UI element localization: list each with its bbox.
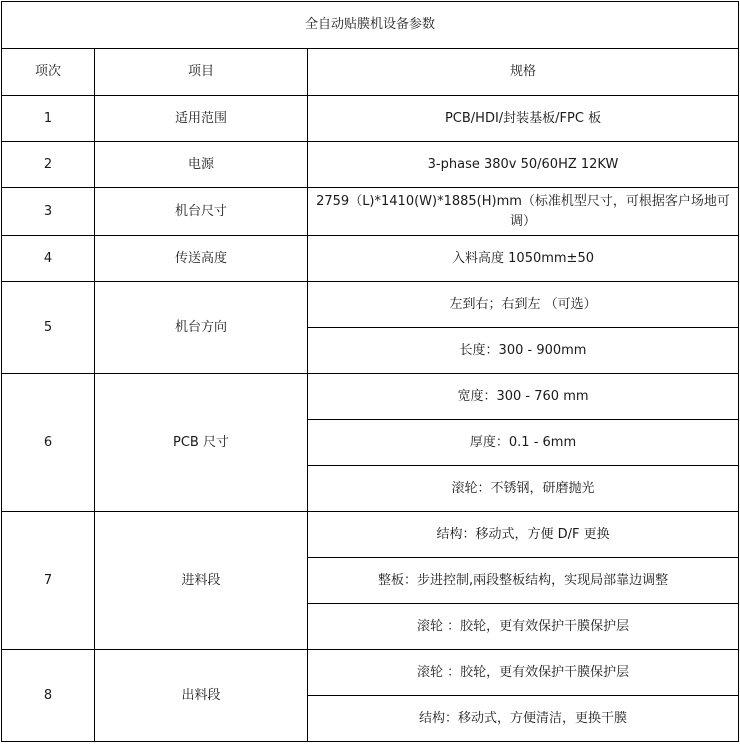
row-spec: 宽度：300 - 760 mm bbox=[308, 374, 739, 420]
row-spec: 结构：移动式，方便清洁，更换干膜 bbox=[308, 696, 739, 742]
row-spec: 滚轮 ：胶轮，更有效保护干膜保护层 bbox=[308, 650, 739, 696]
table-title: 全自动贴膜机设备参数 bbox=[2, 2, 739, 49]
row-spec: 入料高度 1050mm±50 bbox=[308, 236, 739, 282]
row-index: 6 bbox=[2, 374, 95, 512]
row-index: 2 bbox=[2, 142, 95, 188]
row-item: 适用范围 bbox=[95, 96, 308, 142]
row-index: 3 bbox=[2, 188, 95, 236]
spec-table bbox=[1, 1, 739, 742]
row-index: 7 bbox=[2, 512, 95, 650]
row-spec: 2759（L)*1410(W)*1885(H)mm（标准机型尺寸，可根据客户场地可调） bbox=[308, 188, 739, 236]
row-item: 电源 bbox=[95, 142, 308, 188]
row-spec: 厚度：0.1 - 6mm bbox=[308, 420, 739, 466]
row-spec: 滚轮：不锈钢，研磨抛光 bbox=[308, 466, 739, 512]
header-index: 项次 bbox=[2, 49, 95, 96]
row-spec: 结构：移动式，方便 D/F 更换 bbox=[308, 512, 739, 558]
row-index: 5 bbox=[2, 282, 95, 374]
row-spec: 3-phase 380v 50/60HZ 12KW bbox=[308, 142, 739, 188]
row-index: 1 bbox=[2, 96, 95, 142]
header-spec: 规格 bbox=[308, 49, 739, 96]
row-spec: 长度：300 - 900mm bbox=[308, 328, 739, 374]
row-item: 机台尺寸 bbox=[95, 188, 308, 236]
row-item: 出料段 bbox=[95, 650, 308, 742]
row-item: 进料段 bbox=[95, 512, 308, 650]
row-spec: PCB/HDI/封装基板/FPC 板 bbox=[308, 96, 739, 142]
header-item: 项目 bbox=[95, 49, 308, 96]
row-item: 传送高度 bbox=[95, 236, 308, 282]
row-index: 4 bbox=[2, 236, 95, 282]
row-spec: 整板：步进控制,兩段整板结构，实现局部靠边调整 bbox=[308, 558, 739, 604]
row-index: 8 bbox=[2, 650, 95, 742]
row-spec: 滚轮 ：胶轮，更有效保护干膜保护层 bbox=[308, 604, 739, 650]
row-item: PCB 尺寸 bbox=[95, 374, 308, 512]
row-item: 机台方向 bbox=[95, 282, 308, 374]
row-spec: 左到右；右到左 （可选） bbox=[308, 282, 739, 328]
